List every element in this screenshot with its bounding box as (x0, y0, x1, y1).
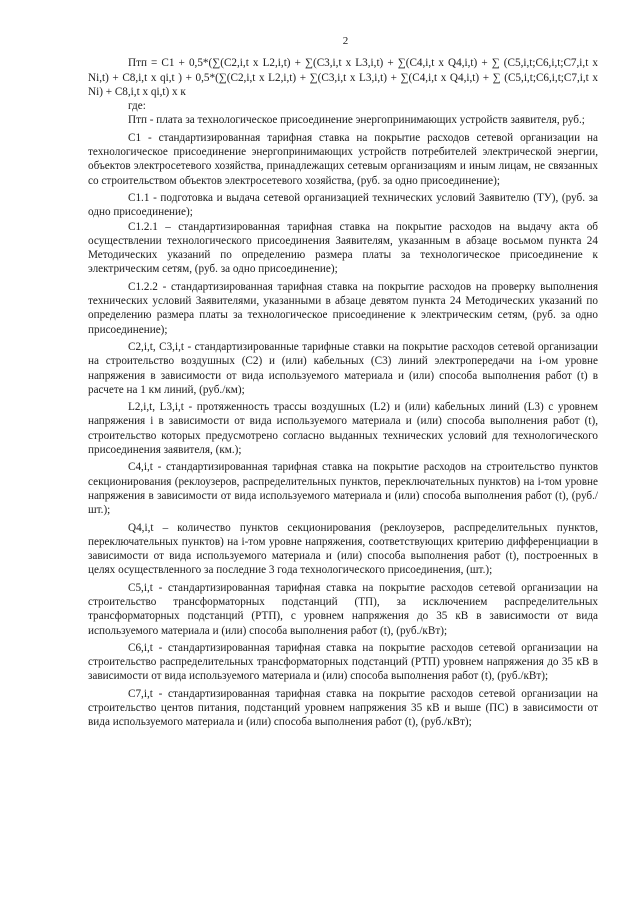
definition-symbol: C1.1 (128, 191, 150, 204)
definition-symbol: Птп (128, 114, 147, 127)
definition-text: - стандартизированная тарифная ставка на покрытие расходов сетевой организации на технологическое присоединение энергопринимающих устройств потребителей электрической энергии, объектов электросетевого хозяйства, принадлежащих сетевым организациям и иным лицам, не связанных со строительством объектов электросетевого хозяйства, (руб. за одно присоединение); (88, 131, 598, 187)
definition-l2-l3 (88, 400, 598, 457)
definition-text: - стандартизированная тарифная ставка на покрытие расходов сетевой организации на строительство распределительных трансформаторных подстанций (РТП) уровнем напряжения до 35 кВ в зависимости от вида используемого материала и (или) способа выполнения работ (t), (руб./кВт); (88, 641, 598, 683)
definition-text: - стандартизированная тарифная ставка на покрытие расходов на строительство пунктов секционирования (реклоузеров, распределительных пунктов, переключательных пунктов) на i-том уровне напряжения в зависимости от вида используемого материала и (или) способа выполнения работ (t), (руб./шт.); (88, 461, 598, 517)
definition-text: - подготовка и выдача сетевой организацией технических условий Заявителю (ТУ), (руб. за одно присоединение); (88, 191, 598, 219)
definition-symbol: C4,i,t (128, 461, 153, 474)
definition-c2-c3 (88, 340, 598, 397)
definition-c7 (88, 687, 598, 730)
definition-text: - стандартизированные тарифные ставки на покрытие расходов сетевой организации на строительство воздушных (C2) и (или) кабельных (C3) линий электропередачи на i-ом уровне напряжения в зависимости от вида используемого материала и (или) способа выполнения работ (t) в расчете на 1 км линий, (руб./км); (88, 340, 599, 396)
page-number: 2 (342, 35, 349, 47)
definition-text: - плата за технологическое присоединение энергопринимающих устройств заявителя, руб.; (146, 114, 585, 127)
definition-c5 (88, 581, 598, 638)
definition-c6 (88, 641, 598, 684)
definition-symbol: Q4,i,t (128, 521, 154, 534)
definition-text: - стандартизированная тарифная ставка на покрытие расходов сетевой организации на строительство центов питания, подстанций уровнем напряжения 35 кВ и выше (ПС) в зависимости от вида используемого материала и (или) способа выполнения работ (t), (руб./кВт); (88, 687, 598, 729)
definition-c1-1 (88, 191, 598, 220)
definition-symbol: C1.2.2 (128, 280, 158, 293)
definition-symbol: C6,i,t (128, 641, 153, 654)
definition-text: – количество пунктов секционирования (реклоузеров, распределительных пунктов, переключательных пунктов) на i-том уровне напряжения, соответствующих критерию дифференциации в зависимости от вида используемого материала и (или) способа выполнения работ (t), построенных в целях осуществленного за последние 3 года технологического присоединения, (шт.); (88, 521, 598, 577)
definition-c1-2-1 (88, 220, 598, 277)
definition-text: - стандартизированная тарифная ставка на покрытие расходов на проверку выполнения технических условий Заявителями, указанными в абзаце девятом пункта 24 Методических указаний по определению размера платы за технологическое присоединение к электрическим сетям, (руб. за одно присоединение); (88, 280, 598, 336)
fee-formula: Птп = C1 + 0,5*(∑(C2,i,t x L2,i,t) + ∑(C3,i,t x L3,i,t) + ∑(C4,i,t x Q4,i,t) + ∑ (C5,i,t;C6,i,t;C7,i,t x Ni,t) + C8,i,t x qi,t ) + 0,5*(∑(C2,i,t x L2,i,t) + ∑(C3,i,t x L3,i,t) + ∑(C4,i,t x Q4,i,t) + ∑ (C5,i,t;C6,i,t;C7,i,t x Ni) + C8,i,t x qi,t) x к (88, 57, 598, 98)
definition-c1 (88, 131, 598, 188)
definition-symbol: C5,i,t (128, 581, 153, 594)
where-label: где: (128, 100, 146, 113)
definition-c4 (88, 460, 598, 517)
definition-symbol: L2,i,t, L3,i,t (128, 401, 184, 414)
definition-c1-2-2 (88, 280, 598, 337)
definition-text: - протяженность трассы воздушных (L2) и (или) кабельных линий (L3) с уровнем напряжения i в зависимости от вида используемого материала и (или) способа выполнения работ (t), строительство которых предусмотрено согласно выданных технических условий для технологического присоединения заявителя, (км.); (88, 401, 598, 457)
definition-text: – стандартизированная тарифная ставка на покрытие расходов на выдачу акта об осуществлении технологического присоединения Заявителям, указанным в абзаце восьмом пункта 24 Методических указаний по определению размера платы за технологическое присоединение к электрическим сетям, (руб. за одно присоединение); (88, 220, 598, 276)
definition-symbol: C2,i,t, C3,i,t (128, 340, 184, 353)
definition-q4 (88, 521, 598, 578)
definition-symbol: C1.2.1 (128, 220, 158, 233)
definition-ptp (88, 113, 598, 127)
definition-text: - стандартизированная тарифная ставка на покрытие расходов сетевой организации на строительство трансформаторных подстанций (ТП), за исключением распределительных трансформаторных подстанций (РТП), с уровнем напряжения до 35 кВ в зависимости от вида используемого материала и (или) способа выполнения работ (t), (руб./кВт); (88, 581, 598, 637)
definition-symbol: C7,i,t (128, 687, 153, 700)
definition-symbol: C1 (128, 131, 142, 144)
